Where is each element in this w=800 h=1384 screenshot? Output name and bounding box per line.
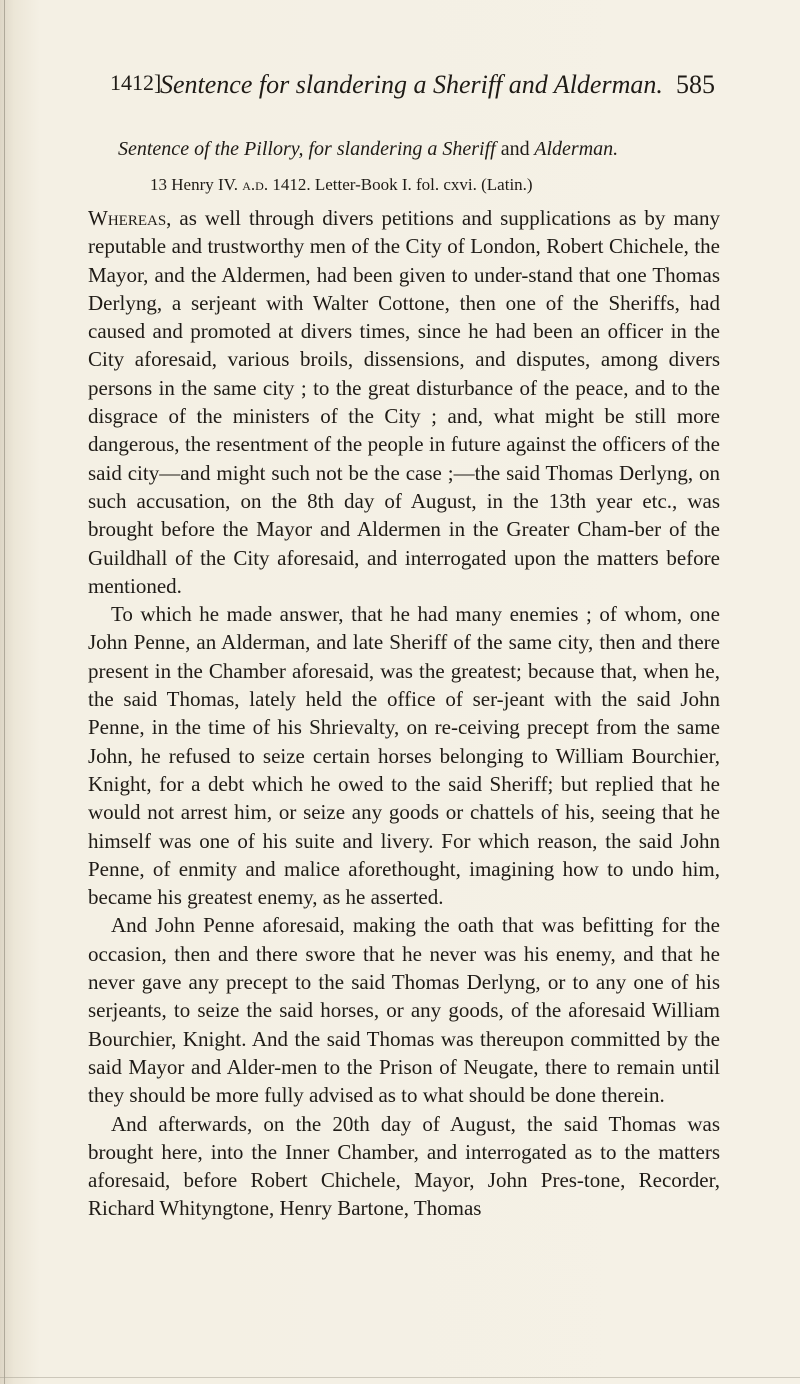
paragraph-1	[88, 204, 720, 600]
running-head	[110, 70, 715, 110]
body-text	[88, 204, 720, 1223]
section-heading-and: and	[500, 138, 530, 160]
source-era: a.d.	[242, 175, 269, 194]
section-heading-part1: Sentence of the Pillory, for slandering a Sheriff	[118, 138, 496, 160]
section-source-line	[150, 175, 720, 195]
page-number: 585	[676, 70, 715, 99]
section-heading	[118, 138, 718, 161]
source-reign: 13 Henry IV.	[150, 175, 238, 194]
paragraph-1-lead-word: Whereas	[88, 206, 167, 230]
page-edge-shadow	[4, 0, 5, 1384]
paragraph-2: To which he made answer, that he had many enemies ; of whom, one John Penne, an Alderman, and late Sheriff of the same city, then and there present in the Chamber aforesaid, was the greatest; because that, when he, the said Thomas, lately held the office of ser-jeant with the said John Penne, in the time of his Shrievalty, on re-ceiving precept from the same John, he refused to seize certain horses belonging to William Bourchier, Knight, for a debt which he owed to the said Sheriff; but replied that he would not arrest him, or seize any goods or chattels of his, seeing that he himself was one of his suite and livery. For which reason, the said John Penne, of enmity and malice aforethought, imagining how to undo him, became his greatest enemy, as he asserted.	[88, 602, 720, 910]
page-bottom-edge	[0, 1377, 800, 1378]
section-heading-part2: Alderman.	[534, 138, 619, 160]
paragraph-4: And afterwards, on the 20th day of August, the said Thomas was brought here, into the Inner Chamber, and interrogated as to the matters aforesaid, before Robert Chichele, Mayor, John Pres-tone, Recorder, Richard Whityngtone, Henry Bartone, Thomas	[88, 1111, 720, 1221]
running-head-title: Sentence for slandering a Sheriff and Alderman.	[160, 70, 663, 99]
paragraph-1-text: , as well through divers petitions and supplications as by many reputable and trustworthy men of the City of London, Robert Chichele, the Mayor, and the Aldermen, had been given to under-stand that one Thomas Derlyng, a serjeant with Walter Cottone, then one of the Sheriffs, had caused and promoted at divers times, since he had been an officer in the City aforesaid, various broils, dissensions, and disputes, among divers persons in the same city ; to the great disturbance of the peace, and to the disgrace of the ministers of the City ; and, what might be still more dangerous, the resentment of the people in future against the officers of the said city—and might such not be the case ;—the said Thomas Derlyng, on such accusation, on the 8th day of August, in the 13th year etc., was brought before the Mayor and Aldermen in the Greater Cham-ber of the Guildhall of the City aforesaid, and interrogated upon the matters before mentioned.	[88, 206, 720, 598]
source-reference: 1412. Letter-Book I. fol. cxvi. (Latin.)	[272, 175, 533, 194]
running-head-year: 1412]	[110, 70, 162, 95]
paragraph-3: And John Penne aforesaid, making the oath that was befitting for the occasion, then and there swore that he never was his enemy, and that he never gave any precept to the said Thomas Derlyng, or to any one of his serjeants, to seize the said horses, or any goods, of the aforesaid William Bourchier, Knight. And the said Thomas was thereupon committed by the said Mayor and Alder-men to the Prison of Neugate, there to remain until they should be more fully advised as to what should be done therein.	[88, 913, 720, 1108]
